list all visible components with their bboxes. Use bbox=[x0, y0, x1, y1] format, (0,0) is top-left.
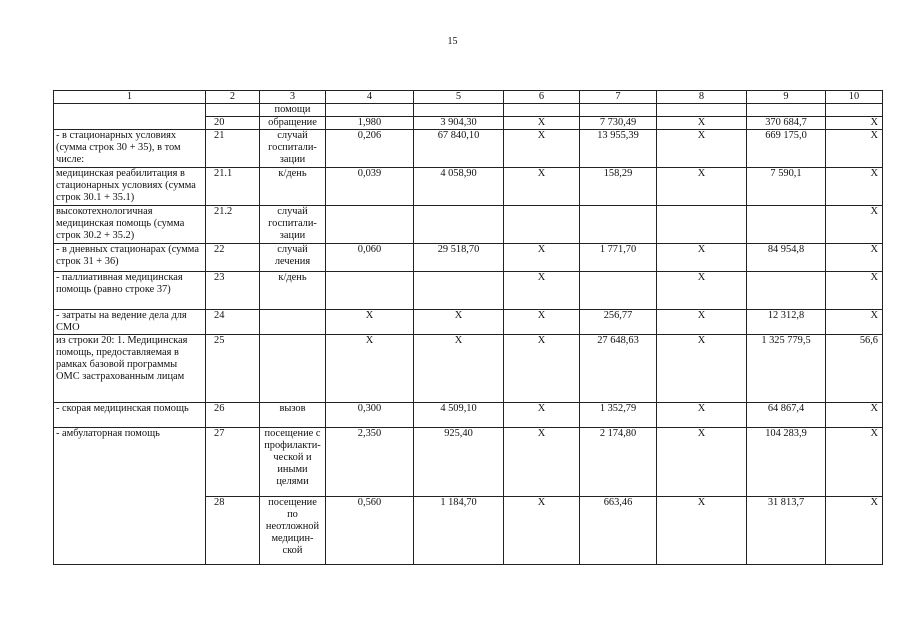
table-row bbox=[54, 310, 883, 335]
cell-col-8: X bbox=[657, 117, 747, 130]
cell-col-3: помощи bbox=[260, 104, 326, 117]
cell-col-6: X bbox=[504, 272, 580, 310]
header-cell: 4 bbox=[326, 91, 414, 104]
cell-col-3: вызов bbox=[260, 403, 326, 428]
cell-col-6 bbox=[504, 206, 580, 244]
cell-col-5: 67 840,10 bbox=[414, 130, 504, 168]
page-number: 15 bbox=[447, 36, 458, 47]
cell-col-8: X bbox=[657, 335, 747, 403]
table-row bbox=[54, 403, 883, 428]
cell-col-9: 64 867,4 bbox=[747, 403, 826, 428]
cell-col-5: 1 184,70 bbox=[414, 497, 504, 565]
cell-col-10: X bbox=[826, 168, 883, 206]
cell-col-4: 0,560 bbox=[326, 497, 414, 565]
cell-col-10: 56,6 bbox=[826, 335, 883, 403]
cell-col-1: медицинская реабилитация в стационарных условиях (сумма строк 30.1 + 35.1) bbox=[54, 168, 206, 206]
cell-col-6 bbox=[504, 104, 580, 117]
header-cell: 3 bbox=[260, 91, 326, 104]
cell-col-1: из строки 20: 1. Медицинская помощь, предоставляемая в рамках базовой программы ОМС застрахованным лицам bbox=[54, 335, 206, 403]
cell-col-3: к/день bbox=[260, 272, 326, 310]
cell-col-9: 1 325 779,5 bbox=[747, 335, 826, 403]
cell-col-3 bbox=[260, 310, 326, 335]
cell-col-8: X bbox=[657, 497, 747, 565]
cell-col-5: X bbox=[414, 335, 504, 403]
cell-col-6: X bbox=[504, 168, 580, 206]
cell-col-1: - в дневных стационарах (сумма строк 31 + 36) bbox=[54, 244, 206, 272]
cell-col-7: 1 352,79 bbox=[580, 403, 657, 428]
cell-col-10: X bbox=[826, 130, 883, 168]
cell-col-1: - скорая медицинская помощь bbox=[54, 403, 206, 428]
cell-col-10: X bbox=[826, 117, 883, 130]
cell-col-5: X bbox=[414, 310, 504, 335]
cell-col-3: посещение по неотложной медицин-ской bbox=[260, 497, 326, 565]
cell-col-7: 663,46 bbox=[580, 497, 657, 565]
cell-col-8: X bbox=[657, 168, 747, 206]
cell-col-6: X bbox=[504, 130, 580, 168]
cell-col-10: X bbox=[826, 428, 883, 497]
table-row bbox=[54, 497, 883, 565]
table-row bbox=[54, 335, 883, 403]
cell-col-1: - амбулаторная помощь bbox=[54, 428, 206, 497]
cell-col-4 bbox=[326, 206, 414, 244]
cell-col-6: X bbox=[504, 244, 580, 272]
cell-col-3: обращение bbox=[260, 117, 326, 130]
cell-col-2: 25 bbox=[206, 335, 260, 403]
cell-col-2: 21 bbox=[206, 130, 260, 168]
cell-col-2: 21.2 bbox=[206, 206, 260, 244]
cell-col-9 bbox=[747, 104, 826, 117]
cell-col-5: 925,40 bbox=[414, 428, 504, 497]
cell-col-8: X bbox=[657, 244, 747, 272]
table-row bbox=[54, 272, 883, 310]
cell-col-4: 2,350 bbox=[326, 428, 414, 497]
cell-col-4: 0,060 bbox=[326, 244, 414, 272]
cell-col-7 bbox=[580, 104, 657, 117]
cell-col-3: случай лечения bbox=[260, 244, 326, 272]
cell-col-8: X bbox=[657, 310, 747, 335]
header-cell: 8 bbox=[657, 91, 747, 104]
cell-col-2: 26 bbox=[206, 403, 260, 428]
cell-col-9 bbox=[747, 272, 826, 310]
table-row bbox=[54, 104, 883, 117]
cell-col-10: X bbox=[826, 206, 883, 244]
table-row bbox=[54, 168, 883, 206]
data-table bbox=[53, 90, 883, 565]
cell-col-7: 13 955,39 bbox=[580, 130, 657, 168]
header-cell: 10 bbox=[826, 91, 883, 104]
cell-col-6: X bbox=[504, 335, 580, 403]
header-cell: 9 bbox=[747, 91, 826, 104]
cell-col-5: 29 518,70 bbox=[414, 244, 504, 272]
cell-col-3: случай госпитали-зации bbox=[260, 130, 326, 168]
table-row bbox=[54, 130, 883, 168]
cell-col-7 bbox=[580, 206, 657, 244]
cell-col-8: X bbox=[657, 403, 747, 428]
cell-col-7: 158,29 bbox=[580, 168, 657, 206]
cell-col-1: - затраты на ведение дела для СМО bbox=[54, 310, 206, 335]
cell-col-4: 0,300 bbox=[326, 403, 414, 428]
cell-col-6: X bbox=[504, 403, 580, 428]
cell-col-3: посещение с профилакти-ческой и иными целями bbox=[260, 428, 326, 497]
cell-col-5: 4 509,10 bbox=[414, 403, 504, 428]
cell-col-5: 4 058,90 bbox=[414, 168, 504, 206]
cell-col-4: 1,980 bbox=[326, 117, 414, 130]
cell-col-10: X bbox=[826, 403, 883, 428]
cell-col-4: X bbox=[326, 335, 414, 403]
cell-col-10 bbox=[826, 104, 883, 117]
cell-col-4: X bbox=[326, 310, 414, 335]
cell-col-9: 370 684,7 bbox=[747, 117, 826, 130]
header-cell: 7 bbox=[580, 91, 657, 104]
cell-col-5 bbox=[414, 272, 504, 310]
cell-col-2: 20 bbox=[206, 117, 260, 130]
cell-col-8 bbox=[657, 104, 747, 117]
cell-col-9: 12 312,8 bbox=[747, 310, 826, 335]
cell-col-4: 0,039 bbox=[326, 168, 414, 206]
cell-col-2: 21.1 bbox=[206, 168, 260, 206]
table-row bbox=[54, 117, 883, 130]
table-row bbox=[54, 244, 883, 272]
cell-col-1: - паллиативная медицинская помощь (равно строке 37) bbox=[54, 272, 206, 310]
cell-col-8: X bbox=[657, 428, 747, 497]
cell-col-1: - в стационарных условиях (сумма строк 30 + 35), в том числе: bbox=[54, 130, 206, 168]
table-row bbox=[54, 206, 883, 244]
cell-col-8: X bbox=[657, 130, 747, 168]
cell-col-1 bbox=[54, 497, 206, 565]
cell-col-4: 0,206 bbox=[326, 130, 414, 168]
cell-col-6: X bbox=[504, 310, 580, 335]
header-cell: 1 bbox=[54, 91, 206, 104]
cell-col-9: 84 954,8 bbox=[747, 244, 826, 272]
cell-col-9: 669 175,0 bbox=[747, 130, 826, 168]
cell-col-6: X bbox=[504, 428, 580, 497]
cell-col-7 bbox=[580, 272, 657, 310]
cell-col-6: X bbox=[504, 117, 580, 130]
cell-col-7: 2 174,80 bbox=[580, 428, 657, 497]
cell-col-2: 28 bbox=[206, 497, 260, 565]
header-cell: 6 bbox=[504, 91, 580, 104]
cell-col-2: 22 bbox=[206, 244, 260, 272]
header-row bbox=[54, 91, 883, 104]
cell-col-9 bbox=[747, 206, 826, 244]
cell-col-2: 24 bbox=[206, 310, 260, 335]
cell-col-10: X bbox=[826, 244, 883, 272]
cell-col-3: случай госпитали-зации bbox=[260, 206, 326, 244]
cell-col-5 bbox=[414, 206, 504, 244]
cell-col-2 bbox=[206, 104, 260, 117]
cell-col-2: 27 bbox=[206, 428, 260, 497]
cell-col-1 bbox=[54, 117, 206, 130]
cell-col-9: 7 590,1 bbox=[747, 168, 826, 206]
cell-col-1 bbox=[54, 104, 206, 117]
cell-col-7: 7 730,49 bbox=[580, 117, 657, 130]
cell-col-10: X bbox=[826, 310, 883, 335]
cell-col-7: 1 771,70 bbox=[580, 244, 657, 272]
cell-col-3 bbox=[260, 335, 326, 403]
cell-col-8 bbox=[657, 206, 747, 244]
cell-col-10: X bbox=[826, 272, 883, 310]
cell-col-8: X bbox=[657, 272, 747, 310]
cell-col-10: X bbox=[826, 497, 883, 565]
cell-col-7: 27 648,63 bbox=[580, 335, 657, 403]
cell-col-7: 256,77 bbox=[580, 310, 657, 335]
header-cell: 2 bbox=[206, 91, 260, 104]
cell-col-1: высокотехнологичная медицинская помощь (сумма строк 30.2 + 35.2) bbox=[54, 206, 206, 244]
cell-col-2: 23 bbox=[206, 272, 260, 310]
cell-col-4 bbox=[326, 104, 414, 117]
cell-col-5 bbox=[414, 104, 504, 117]
cell-col-9: 104 283,9 bbox=[747, 428, 826, 497]
cell-col-4 bbox=[326, 272, 414, 310]
cell-col-6: X bbox=[504, 497, 580, 565]
cell-col-9: 31 813,7 bbox=[747, 497, 826, 565]
cell-col-3: к/день bbox=[260, 168, 326, 206]
header-cell: 5 bbox=[414, 91, 504, 104]
cell-col-5: 3 904,30 bbox=[414, 117, 504, 130]
table-row bbox=[54, 428, 883, 497]
